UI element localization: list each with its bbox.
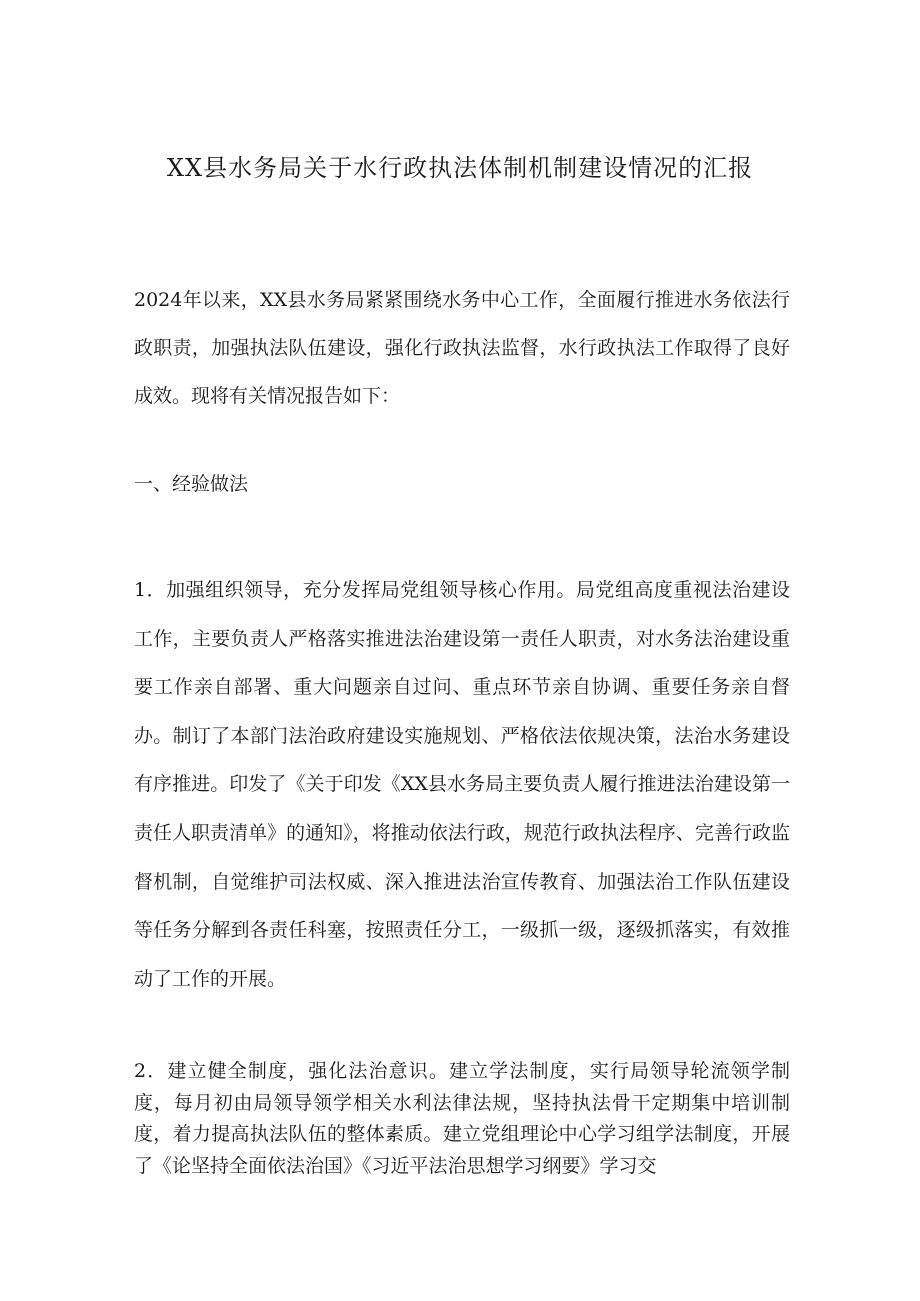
paragraph-item-1: 1．加强组织领导，充分发挥局党组领导核心作用。局党组高度重视法治建设工作，主要负责人严格落实推进法治建设第一责任人职责，对水务法治建设重要工作亲自部署、重大问题亲自过问、重点环节亲自协调、重要任务亲自督办。制订了本部门法治政府建设实施规划、严格依法依规决策，法治水务建设有序推进。印发了《关于印发《XX县水务局主要负责人履行推进法治建设第一责任人职责清单》的通知》，将推动依法行政，规范行政执法程序、完善行政监督机制，自觉维护司法权威、深入推进法治宣传教育、加强法治工作队伍建设等任务分解到各责任科塞，按照责任分工，一级抓一级，逐级抓落实，有效推动了工作的开展。 — [134, 579, 790, 990]
section-heading: 一、经验做法 — [134, 473, 249, 495]
paragraph-item-2: 2．建立健全制度，强化法治意识。建立学法制度，实行局领导轮流领学制度，每月初由局领导领学相关水利法律法规，坚持执法骨干定期集中培训制度，着力提高执法队伍的整体素质。建立党组理论中心学习组学法制度，开展了《论坚持全面依法治国》《习近平法治思想学习纲要》学习交 — [134, 1060, 790, 1177]
intro-paragraph: 2024年以来，XX县水务局紧紧围绕水务中心工作，全面履行推进水务依法行政职责，加强执法队伍建设，强化行政执法监督，水行政执法工作取得了良好成效。现将有关情况报告如下： — [134, 289, 790, 407]
document-title: XX县水务局关于水行政执法体制机制建设情况的汇报 — [166, 154, 754, 182]
